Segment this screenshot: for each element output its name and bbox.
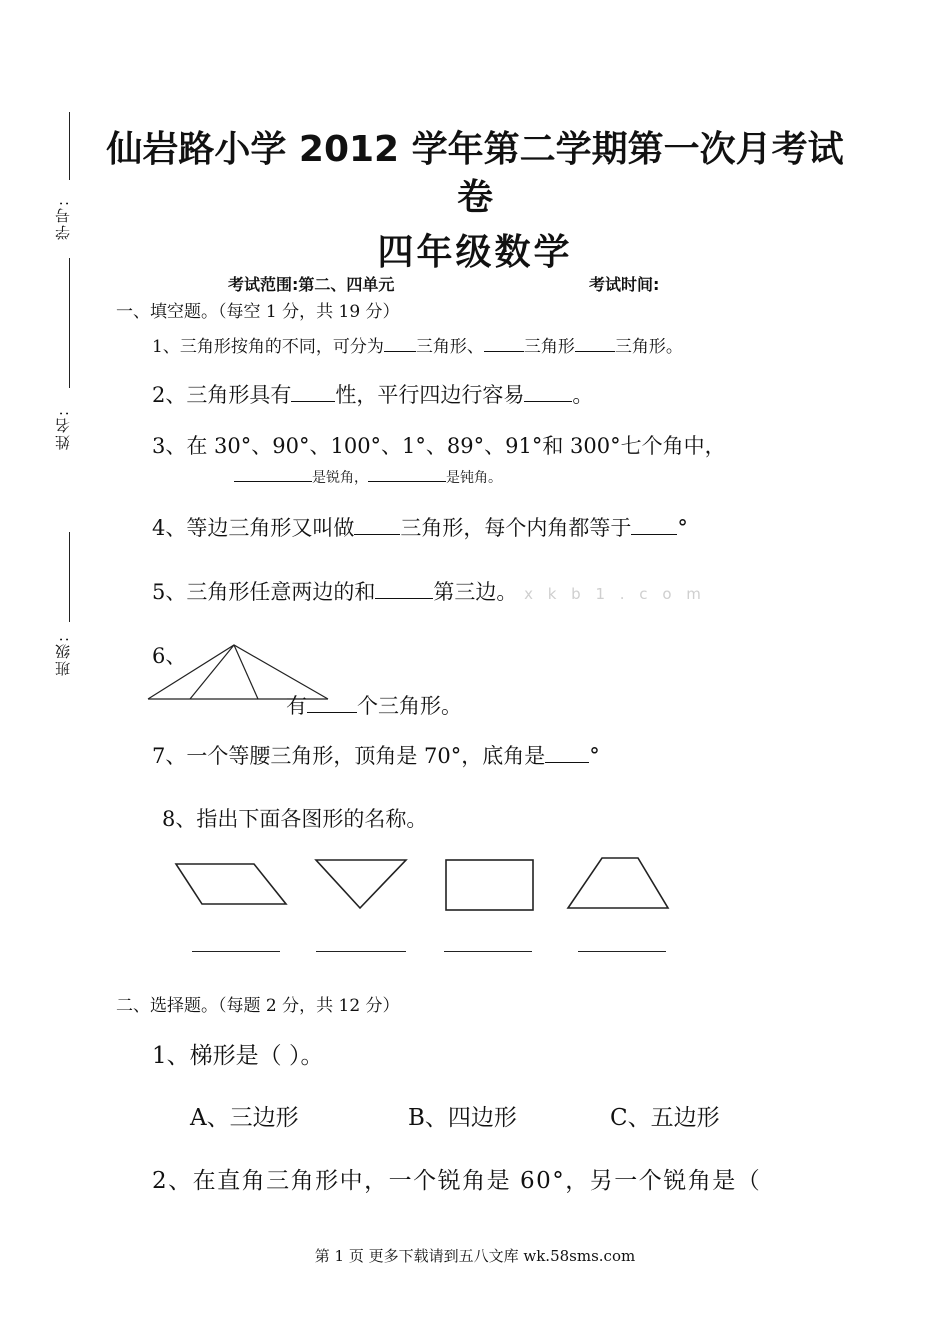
trapezoid-shape bbox=[562, 854, 674, 912]
section1-heading: 一、填空题。（每空 1 分，共 19 分） bbox=[116, 302, 400, 322]
question-3-answers: 是锐角， 是钝角。 bbox=[234, 467, 502, 487]
answer-blank[interactable] bbox=[545, 744, 589, 763]
answer-blank[interactable] bbox=[524, 383, 572, 402]
exam-title-line2: 卷 bbox=[456, 177, 493, 218]
answer-blank[interactable] bbox=[291, 383, 335, 402]
question-2: 2、三角形具有 性，平行四边行容易 。 bbox=[152, 383, 594, 407]
answer-blank[interactable] bbox=[384, 333, 416, 352]
choice-question-1: 1、梯形是（ ）。 bbox=[152, 1043, 324, 1069]
shape-answer-line-1[interactable] bbox=[192, 951, 280, 952]
class-label: 班级: bbox=[54, 634, 72, 676]
triangle-shape bbox=[312, 856, 412, 912]
choice-question-2: 2、在直角三角形中，一个锐角是 60°，另一个锐角是（ bbox=[152, 1168, 762, 1194]
page-footer: 第 1 页 更多下载请到五八文库 wk.58sms.com bbox=[314, 1247, 636, 1265]
question-5: 5、三角形任意两边的和 第三边。 x k b 1 . c o m bbox=[152, 580, 706, 604]
margin-line-1 bbox=[69, 112, 70, 180]
section2-heading: 二、选择题。（每题 2 分，共 12 分） bbox=[116, 996, 400, 1016]
shape-answer-line-3[interactable] bbox=[444, 951, 532, 952]
answer-blank[interactable] bbox=[368, 467, 446, 482]
exam-title-line1: 仙岩路小学 2012 学年第二学期第一次月考试 bbox=[106, 129, 844, 170]
student-no-label: 学号: bbox=[54, 198, 72, 240]
answer-blank[interactable] bbox=[307, 694, 357, 713]
shape-answer-line-4[interactable] bbox=[578, 951, 666, 952]
exam-time: 考试时间: bbox=[589, 275, 660, 294]
question-6-number: 6、 bbox=[152, 644, 187, 668]
question-8: 8、指出下面各图形的名称。 bbox=[162, 807, 428, 831]
watermark-text: x k b 1 . c o m bbox=[524, 585, 706, 603]
parallelogram-shape bbox=[170, 858, 292, 910]
answer-blank[interactable] bbox=[375, 580, 433, 599]
question-3: 3、在 30°、90°、100°、1°、89°、91°和 300°七个角中， bbox=[152, 434, 726, 458]
question-1: 1、三角形按角的不同，可分为 三角形、 三角形 三角形。 bbox=[152, 332, 683, 357]
margin-line-3 bbox=[69, 532, 70, 622]
answer-blank[interactable] bbox=[631, 516, 677, 535]
name-label: 姓名: bbox=[54, 408, 72, 450]
question-4: 4、等边三角形又叫做 三角形，每个内角都等于 ° bbox=[152, 516, 688, 540]
answer-blank[interactable] bbox=[575, 333, 615, 352]
option-c[interactable]: C、五边形 bbox=[610, 1105, 720, 1131]
option-a[interactable]: A、三边形 bbox=[190, 1105, 299, 1131]
answer-blank[interactable] bbox=[484, 333, 524, 352]
answer-blank[interactable] bbox=[354, 516, 400, 535]
exam-subtitle: 四年级数学 bbox=[377, 231, 573, 273]
shape-answer-line-2[interactable] bbox=[316, 951, 406, 952]
rectangle-shape bbox=[442, 856, 538, 914]
question-6: 有 个三角形。 bbox=[286, 694, 462, 718]
answer-blank[interactable] bbox=[234, 467, 312, 482]
option-b[interactable]: B、四边形 bbox=[408, 1105, 517, 1131]
exam-scope: 考试范围:第二、四单元 bbox=[228, 275, 395, 294]
margin-line-2 bbox=[69, 258, 70, 388]
question-7: 7、一个等腰三角形，顶角是 70°，底角是 ° bbox=[152, 744, 600, 768]
